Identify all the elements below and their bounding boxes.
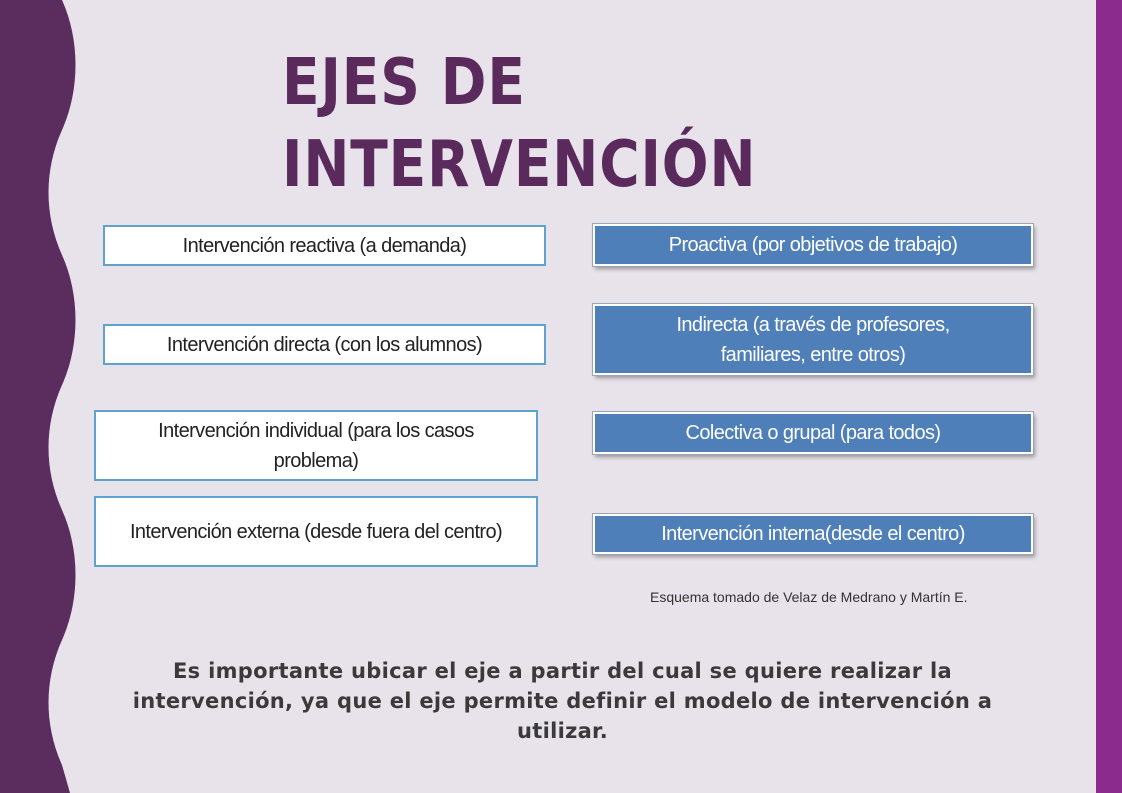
reactive-intervention-label: Intervención reactiva (a demanda) [182, 234, 467, 257]
decorative-wavy-band [0, 0, 90, 793]
proactive-intervention-box [593, 224, 1033, 266]
page-title [282, 42, 756, 206]
external-intervention-label: Intervención externa (desde fuera del centro) [129, 520, 503, 543]
direct-intervention-label: Intervención directa (con los alumnos) [166, 333, 483, 356]
decorative-side-bar [1096, 0, 1122, 793]
individual-intervention-box [94, 410, 538, 481]
external-intervention-box [94, 496, 538, 567]
closing-note: Es importante ubicar el eje a partir del cual se quiere realizar la intervención, ya que el eje permite definir el modelo de intervención a utilizar. [132, 659, 993, 743]
internal-intervention-box [593, 514, 1033, 554]
title-line-1: EJES DE [282, 46, 526, 120]
collective-intervention-label: Colectiva o grupal (para todos) [685, 422, 941, 444]
reactive-intervention-box [103, 225, 546, 266]
proactive-intervention-label: Proactiva (por objetivos de trabajo) [668, 234, 958, 256]
direct-intervention-box [103, 324, 546, 365]
internal-intervention-label: Intervención interna(desde el centro) [661, 523, 965, 545]
collective-intervention-box [593, 412, 1033, 454]
source-credit: Esquema tomado de Velaz de Medrano y Martín E. [650, 589, 968, 605]
individual-intervention-label: Intervención individual (para los casos problema) [158, 419, 474, 472]
indirect-intervention-box [593, 304, 1033, 375]
title-line-2: INTERVENCIÓN [282, 128, 757, 202]
indirect-intervention-label: Indirecta (a través de profesores, familiares, entre otros) [676, 313, 950, 366]
